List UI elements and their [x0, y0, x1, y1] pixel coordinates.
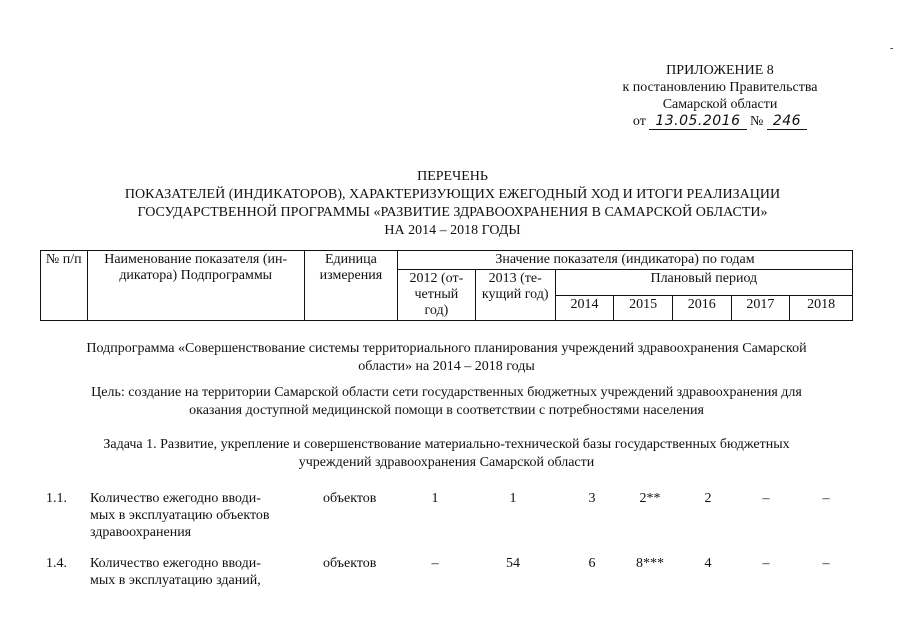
value-2012: – [431, 556, 439, 571]
indicator-table-header [40, 250, 853, 321]
handwritten-date: 13.05.2016 [649, 113, 746, 130]
value-2018: – [822, 556, 830, 571]
header-num: № п/п [41, 251, 88, 321]
row-name-line: Количество ежегодно вводи- [90, 491, 261, 506]
row-name-line: здравоохранения [90, 525, 192, 540]
value-2015: 8*** [636, 556, 664, 571]
header-unit: Единица измерения [304, 251, 397, 321]
row-indicator-name [90, 490, 300, 541]
value-2016: 2 [704, 491, 712, 506]
value-2012: 1 [431, 491, 439, 506]
number-prefix: № [750, 114, 764, 129]
corner-mark: - [890, 43, 894, 54]
value-2013: 54 [506, 556, 520, 571]
row-name-line: Количество ежегодно вводи- [90, 556, 261, 571]
row-unit: объектов [323, 556, 377, 571]
title-line-3: ГОСУДАРСТВЕННОЙ ПРОГРАММЫ «РАЗВИТИЕ ЗДРАВООХРАНЕНИЯ В САМАРСКОЙ ОБЛАСТИ» [137, 205, 768, 220]
value-2018: – [822, 491, 830, 506]
task-line-1: Задача 1. Развитие, укрепление и совершенствование материально-технической базы государственных бюджетных [103, 437, 790, 452]
header-plan: Плановый период [555, 270, 852, 296]
goal-line-1: Цель: создание на территории Самарской области сети государственных бюджетных учреждений здравоохранения для [91, 385, 802, 400]
value-2014: 3 [588, 491, 596, 506]
header-2012: 2012 (от-четный год) [397, 270, 475, 321]
value-2017: – [762, 491, 770, 506]
table-row [40, 555, 853, 615]
value-2016: 4 [704, 556, 712, 571]
title-line-1: ПЕРЕЧЕНЬ [417, 169, 488, 184]
title-line-2: ПОКАЗАТЕЛЕЙ (ИНДИКАТОРОВ), ХАРАКТЕРИЗУЮЩИХ ЕЖЕГОДНЫЙ ХОД И ИТОГИ РЕАЛИЗАЦИИ [124, 187, 781, 202]
header-2013: 2013 (те-кущий год) [475, 270, 555, 321]
row-number: 1.1. [46, 491, 67, 506]
goal-line-2: оказания доступной медицинской помощи в соответствии с потребностями населения [189, 403, 704, 418]
handwritten-number: 246 [767, 113, 807, 130]
header-year-2014: 2014 [555, 295, 614, 321]
header-year-2016: 2016 [672, 295, 731, 321]
subprogram-line-1: Подпрограмма «Совершенствование системы территориального планирования учреждений здравоохранения Самарской [86, 341, 807, 356]
value-2017: – [762, 556, 770, 571]
date-prefix: от [632, 114, 646, 129]
appendix-line-3: Самарской области [662, 97, 778, 112]
document-title [40, 168, 865, 240]
row-number: 1.4. [46, 556, 67, 571]
subprogram-heading [40, 340, 853, 376]
row-name-line: мых в эксплуатацию объектов [90, 508, 270, 523]
header-year-2015: 2015 [614, 295, 673, 321]
subprogram-line-2: области» на 2014 – 2018 годы [358, 359, 535, 374]
row-indicator-name [90, 555, 300, 589]
header-values: Значение показателя (индикатора) по годам [397, 251, 852, 270]
appendix-title: ПРИЛОЖЕНИЕ 8 [666, 63, 774, 78]
appendix-date-line [590, 113, 850, 130]
row-name-line: мых в эксплуатацию зданий, [90, 573, 261, 588]
title-line-4: НА 2014 – 2018 ГОДЫ [384, 223, 521, 238]
value-2015: 2** [639, 491, 661, 506]
header-name: Наименование показателя (ин-дикатора) Подпрограммы [87, 251, 304, 321]
task-heading [40, 436, 853, 472]
value-2013: 1 [509, 491, 517, 506]
header-year-2017: 2017 [731, 295, 790, 321]
value-2014: 6 [588, 556, 596, 571]
appendix-block [590, 62, 850, 130]
appendix-line-2: к постановлению Правительства [622, 80, 818, 95]
table-row [40, 490, 853, 550]
header-year-2018: 2018 [790, 295, 853, 321]
task-line-2: учреждений здравоохранения Самарской области [298, 455, 595, 470]
goal-heading [40, 384, 853, 420]
row-unit: объектов [323, 491, 377, 506]
